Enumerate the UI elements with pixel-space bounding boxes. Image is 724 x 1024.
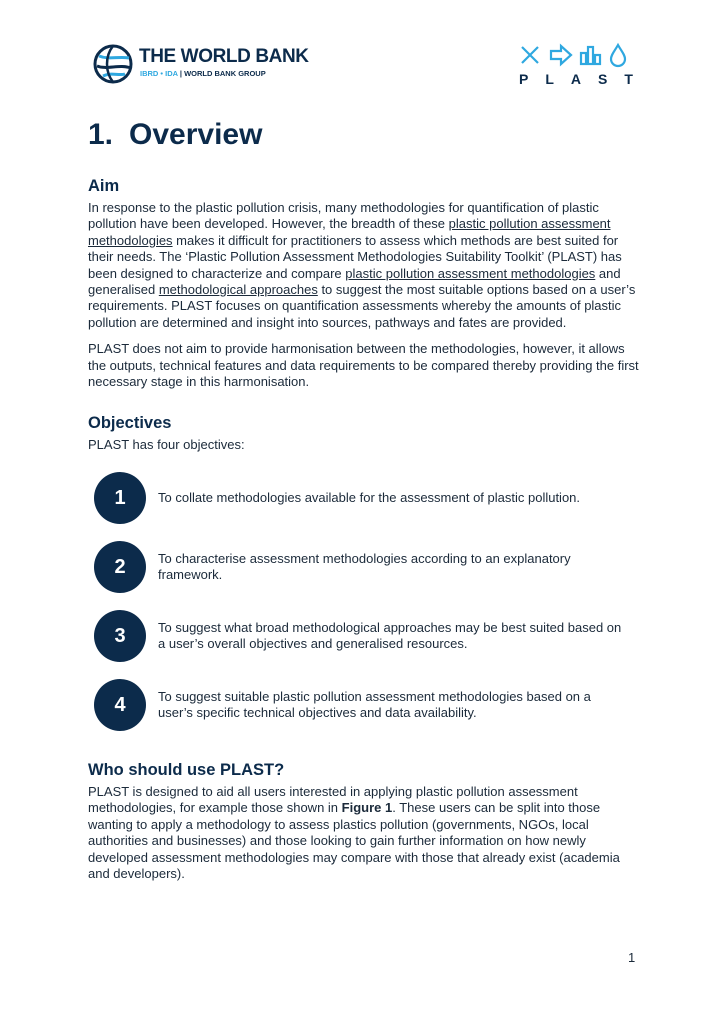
section-number: 1.	[88, 118, 114, 151]
ibrd-ida-label: IBRD • IDA	[140, 69, 178, 78]
objective-item-4	[94, 679, 634, 731]
arrow-right-icon	[551, 46, 571, 64]
aim-text-3: and generalised	[88, 265, 621, 298]
figure-reference: Figure 1	[341, 800, 393, 816]
aim-text-4: to suggest the most suitable options based on a user’s requirements. PLAST focuses on quantification assessments whereby the amounts of plastic pollution are determined and insight into sources, pathways and fates are provided.	[88, 282, 636, 330]
objective-item-3	[94, 610, 634, 662]
world-bank-title: THE WORLD BANK	[139, 46, 309, 67]
objective-number-circle: 3	[94, 610, 146, 662]
objective-text: To suggest suitable plastic pollution assessment methodologies based on a user’s specific technical objectives and data availability.	[158, 689, 591, 720]
aim-section	[88, 200, 640, 390]
world-bank-subtitle	[140, 69, 266, 78]
assessment-methodologies-link-1[interactable]: plastic pollution assessment methodologies	[88, 216, 611, 248]
world-bank-group-label: WORLD BANK GROUP	[184, 69, 266, 78]
objectives-heading: Objectives	[88, 414, 172, 432]
bar-chart-icon	[581, 47, 600, 64]
who-text-2: . These users can be split into those wanting to apply a methodology to assess plastics pollution (governments, NGOs, local authorities and businesses) and those looking to gain further information on how newly developed assessment methodologies may compare with those that already exist (academia and developers).	[88, 800, 620, 882]
aim-text-1: In response to the plastic pollution crisis, many methodologies for quantification of plastic pollution have been developed. However, the breadth of these	[88, 200, 599, 232]
assessment-methodologies-link-2[interactable]: plastic pollution assessment methodologies	[345, 265, 596, 281]
plast-wordmark: PLAST	[519, 71, 650, 87]
aim-paragraph-1	[88, 200, 640, 331]
cross-icon	[522, 47, 538, 63]
who-paragraph	[88, 784, 640, 882]
objective-number-circle: 1	[94, 472, 146, 524]
objective-item-2	[94, 541, 634, 593]
who-text-1: PLAST is designed to aid all users interested in applying plastic pollution assessment methodologies, for example those shown in	[88, 784, 578, 816]
subtitle-separator: |	[179, 69, 182, 78]
water-drop-icon	[611, 45, 625, 66]
objective-number-circle: 4	[94, 679, 146, 731]
plast-logo-icons	[519, 42, 631, 68]
who-heading: Who should use PLAST?	[88, 761, 285, 779]
objective-text: To collate methodologies available for the assessment of plastic pollution.	[158, 490, 581, 505]
world-bank-globe-logo	[93, 42, 135, 86]
objectives-intro: PLAST has four objectives:	[88, 437, 245, 452]
page-title	[88, 118, 262, 152]
methodological-approaches-link[interactable]: methodological approaches	[158, 282, 318, 298]
page-number: 1	[628, 950, 636, 965]
aim-heading: Aim	[88, 177, 120, 195]
aim-paragraph-2: PLAST does not aim to provide harmonisation between the methodologies, however, it allows the outputs, technical features and data requirements to be compared thereby providing the first necessary stage in this harmonisation.	[88, 341, 639, 390]
objective-text: To characterise assessment methodologies according to an explanatory framework.	[158, 551, 571, 582]
aim-text-2: makes it difficult for practitioners to assess which methods are best suited for their needs. The ‘Plastic Pollution Assessment Methodologies Suitability Toolkit’ (PLAST) has been designed to characterize and compare	[88, 232, 622, 281]
objective-text: To suggest what broad methodological approaches may be best suited based on a user’s overall objectives and generalised resources.	[158, 620, 622, 651]
section-title: Overview	[129, 118, 263, 151]
objective-item-1	[94, 472, 634, 524]
objective-number-circle: 2	[94, 541, 146, 593]
